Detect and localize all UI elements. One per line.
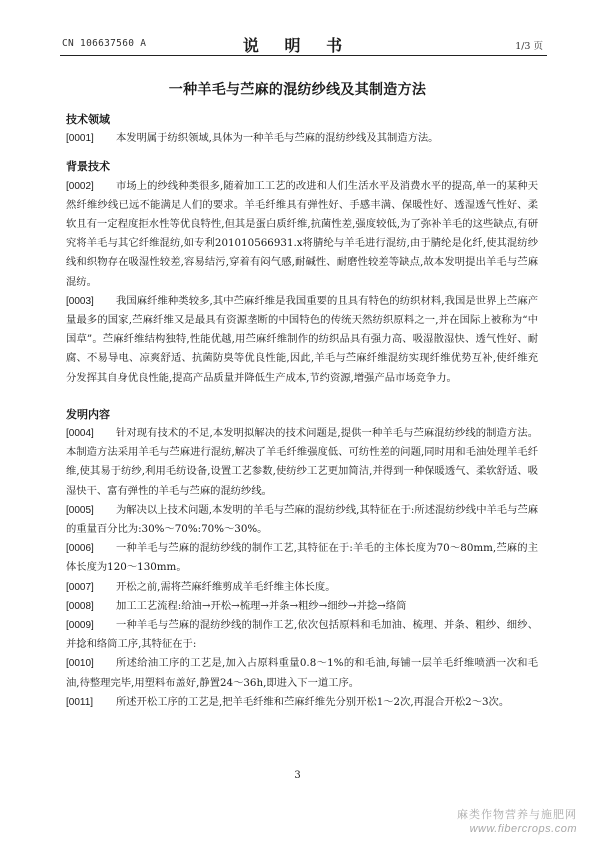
page-number: 3	[294, 770, 301, 781]
paragraph	[66, 129, 538, 148]
paragraph	[66, 424, 538, 501]
paragraph-text: 我国麻纤维种类较多,其中苎麻纤维是我国重要的且具有特色的纺织材料,我国是世界上苎麻产量最多的国家,苎麻纤维又是最具有资源垄断的中国特色的传统天然纺织原料之一,并在国际上被称为“中国草”。苎麻纤维结构独特,性能优越,用苎麻纤维制作的纺织品具有强力高、吸湿散湿快、透气性好、耐腐、不易导电、凉爽舒适、抗菌防臭等优良性能,因此,羊毛与苎麻纤维混纺实现纤维优势互补,使纤维充分发挥其自身优良性能,提高产品质量并降低生产成本,节约资源,增强产品市场竞争力。	[66, 294, 538, 384]
paragraph-text: 所述给油工序的工艺是,加入占原料重量0.8～1%的和毛油,每铺一层羊毛纤维喷洒一次和毛油,待整理完毕,用塑料布盖好,静置24～36h,即进入下一道工序。	[66, 657, 538, 689]
watermark-site-name: 麻类作物营养与施肥网	[457, 808, 577, 821]
paragraph-number: [0011]	[66, 696, 94, 708]
paragraph	[66, 654, 538, 692]
section-heading-tech-field: 技术领域	[66, 113, 110, 126]
paragraph-number: [0010]	[66, 658, 94, 670]
paragraph-text: 本发明属于纺织领域,具体为一种羊毛与苎麻的混纺纱线及其制造方法。	[116, 132, 439, 145]
document-type: 说 明 书	[242, 36, 353, 55]
document-title: 一种羊毛与苎麻的混纺纱线及其制造方法	[168, 82, 427, 98]
paragraph-text: 所述开松工序的工艺是,把羊毛纤维和苎麻纤维先分别开松1～2次,再混合开松2～3次。	[116, 695, 510, 708]
paragraph	[66, 578, 538, 597]
document-body	[66, 108, 538, 712]
paragraph-number: [0009]	[66, 620, 94, 632]
paragraph	[66, 292, 538, 388]
paragraph-text: 一种羊毛与苎麻的混纺纱线的制作工艺,依次包括原料和毛加油、梳理、并条、粗纱、细纱、并捻和络筒工序,其特征在于:	[66, 619, 538, 651]
header-rule	[60, 55, 547, 56]
section-heading-invention: 发明内容	[66, 407, 110, 421]
patent-number: CN 106637560 A	[62, 38, 147, 49]
paragraph	[66, 693, 538, 712]
paragraph	[66, 616, 538, 654]
paragraph	[66, 539, 538, 577]
paragraph	[66, 597, 538, 616]
paragraph-number: [0007]	[66, 581, 94, 593]
paragraph	[66, 177, 538, 292]
paragraph-number: [0003]	[66, 295, 94, 307]
watermark-url: www.fibercrops.com	[469, 823, 577, 835]
paragraph-text: 开松之前,需将苎麻纤维剪成羊毛纤维主体长度。	[116, 580, 336, 593]
paragraph-number: [0001]	[66, 133, 94, 145]
paragraph	[66, 501, 538, 539]
page-indicator: 1/3 页	[515, 41, 543, 52]
paragraph-text: 针对现有技术的不足,本发明拟解决的技术问题是,提供一种羊毛与苎麻混纺纱线的制造方法。本制造方法采用羊毛与苎麻进行混纺,解决了羊毛纤维强度低、可纺性差的问题,同时用和毛油处理羊毛纤维,使其易于纺纱,利用毛纺设备,设置工艺参数,使纺纱工艺更加简洁,并得到一种保暖透气、柔软舒适、吸湿快干、富有弹性的羊毛与苎麻的混纺纱线。	[66, 427, 538, 497]
paragraph-number: [0006]	[66, 543, 94, 555]
paragraph-text: 一种羊毛与苎麻的混纺纱线的制作工艺,其特征在于:羊毛的主体长度为70～80mm,苎麻的主体长度为120～130mm。	[66, 542, 538, 574]
paragraph-number: [0005]	[66, 504, 94, 516]
paragraph-number: [0004]	[66, 428, 94, 440]
paragraph-number: [0008]	[66, 600, 94, 612]
section-heading-background: 背景技术	[66, 160, 110, 174]
paragraph-text: 为解决以上技术问题,本发明的羊毛与苎麻的混纺纱线,其特征在于:所述混纺纱线中羊毛与苎麻的重量百分比为:30%～70%:70%～30%。	[66, 503, 538, 536]
paragraph-number: [0002]	[66, 180, 94, 192]
paragraph-text: 市场上的纱线种类很多,随着加工工艺的改进和人们生活水平及消费水平的提高,单一的某种天然纤维纱线已远不能满足人们的要求。羊毛纤维具有弹性好、手感丰满、保暖性好、透湿透气性好、柔软且有一定程度拒水性等优良特性,但其是蛋白质纤维,抗菌性差,强度较低,为了弥补羊毛的这些缺点,有研究将羊毛与其它纤维混纺,如专利201010566931.x将腈纶与羊毛进行混纺,由于腈纶是化纤,使其混纺纱线和织物存在吸湿性较差,容易结污,穿着有闷气感,耐碱性、耐磨性较差等缺点,故本发明提出羊毛与苎麻混纺。	[66, 179, 538, 288]
paragraph-text: 加工工艺流程:给油→开松→梳理→并条→粗纱→细纱→并捻→络筒	[116, 599, 407, 612]
